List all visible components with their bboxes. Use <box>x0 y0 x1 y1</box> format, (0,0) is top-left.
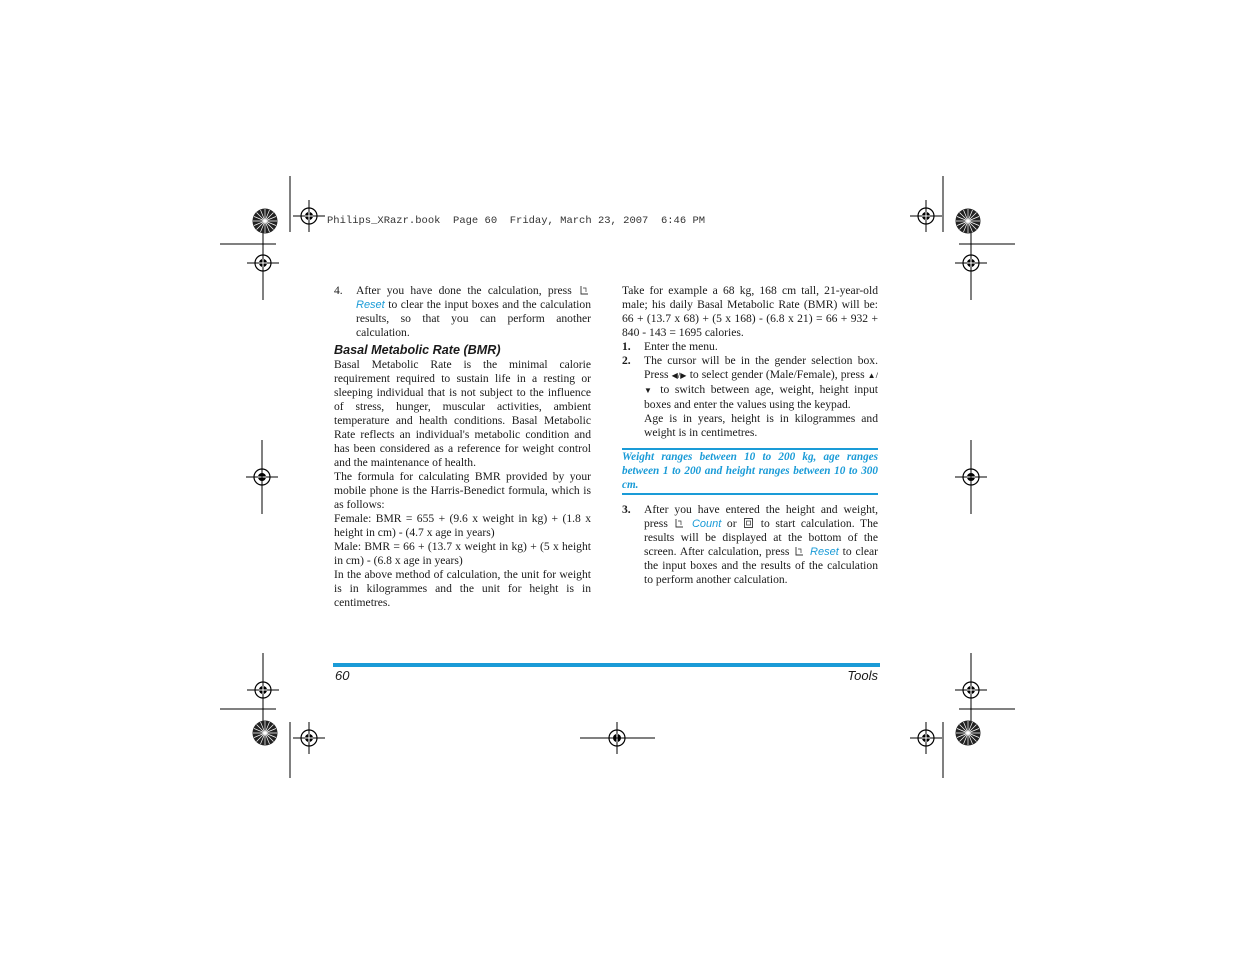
section-heading: Basal Metabolic Rate (BMR) <box>334 343 501 357</box>
registration-cross-icon <box>955 247 987 279</box>
left-softkey-icon <box>580 285 589 295</box>
left-softkey-icon <box>795 546 804 556</box>
page-number: 60 <box>335 668 350 683</box>
crop-marks-top-right <box>943 176 1015 300</box>
star-target-icon <box>253 209 278 234</box>
left-column <box>334 284 591 610</box>
registration-cross-icon <box>955 674 987 706</box>
star-target-icon <box>956 209 981 234</box>
section-name: Tools <box>847 668 878 683</box>
left-softkey-icon <box>675 518 684 528</box>
ok-key-icon <box>744 518 753 528</box>
crop-marks-bottom-right <box>943 653 1015 778</box>
registration-cross-icon <box>910 722 942 754</box>
crop-marks-bottom-left <box>220 653 290 778</box>
footer-rule <box>333 663 880 667</box>
count-softkey-label: Count <box>691 518 722 530</box>
step-4: 4. After you have done the calculation, press Reset to clear the input boxes and the calculation results, so that you can perform another calculation. <box>334 284 591 339</box>
reset-softkey-label: Reset <box>810 546 839 558</box>
step-number: 3. <box>622 503 631 516</box>
registration-cross-icon <box>247 247 279 279</box>
formula-intro: The formula for calculating BMR provided by your mobile phone is the Harris-Benedict formula, which is as follows: <box>334 470 591 511</box>
step-1: 1. Enter the menu. <box>622 340 718 353</box>
example-paragraph: Take for example a 68 kg, 168 cm tall, 21-year-old male; his daily Basal Metabolic Rate (BMR) will be: 66 + (13.7 x 68) + (5 x 168) - (6.8 x 21) = 66 + 932 + 840 - 143 = 1695 calories. <box>622 284 878 339</box>
registration-cross-icon <box>247 674 279 706</box>
step-2: 2. The cursor will be in the gender selection box. Press ◀/▶ to select gender (Male/Female), press ▲/▼ to switch between age, weight, height input boxes and enter the values using the keypad. Age is in years, height is in kilogrammes and weight is in centimetres. <box>622 354 878 439</box>
crop-marks-top-left <box>220 176 290 300</box>
step-number: 2. <box>622 354 631 367</box>
registration-cross-icon <box>293 200 325 232</box>
units-note: In the above method of calculation, the unit for weight is in kilogrammes and the unit for height is in centimetres. <box>334 568 591 609</box>
star-target-icon <box>956 721 981 746</box>
right-column <box>622 284 878 587</box>
print-slug: Philips_XRazr.book Page 60 Friday, March 23, 2007 6:46 PM <box>327 215 706 227</box>
left-right-keys-icon: ◀/▶ <box>671 371 687 380</box>
registration-cross-icon <box>293 722 325 754</box>
step-number: 4. <box>334 284 343 297</box>
registration-cross-icon <box>910 200 942 232</box>
bmr-definition: Basal Metabolic Rate is the minimal calorie requirement required to sustain life in a resting or sleeping individual that is not subject to the influence of stress, hunger, muscular activities, ambient temperature and health conditions. Basal Metabolic Rate reflects an individual's metabolic condition and has been considered as a reference for weight control and the maintenance of health. <box>334 358 591 469</box>
step-number: 1. <box>622 340 631 353</box>
star-target-icon <box>253 721 278 746</box>
step-3: 3. After you have entered the height and weight, press Count or to start calculation. The results will be displayed at the bottom of the screen. After calculation, press Reset to clear the input boxes and the results of the calculation to perform another calculation. <box>622 503 879 586</box>
male-formula: Male: BMR = 66 + (13.7 x weight in kg) + (5 x height in cm) - (6.8 x age in years) <box>334 540 591 567</box>
reset-softkey-label: Reset <box>356 299 385 311</box>
range-note: Weight ranges between 10 to 200 kg, age ranges between 1 to 200 and height ranges between 10 to 300 cm. <box>622 448 878 495</box>
up-down-keys-icon: ▲/▼ <box>644 371 878 395</box>
female-formula: Female: BMR = 655 + (9.6 x weight in kg) + (1.8 x height in cm) - (4.7 x age in years) <box>334 512 591 539</box>
